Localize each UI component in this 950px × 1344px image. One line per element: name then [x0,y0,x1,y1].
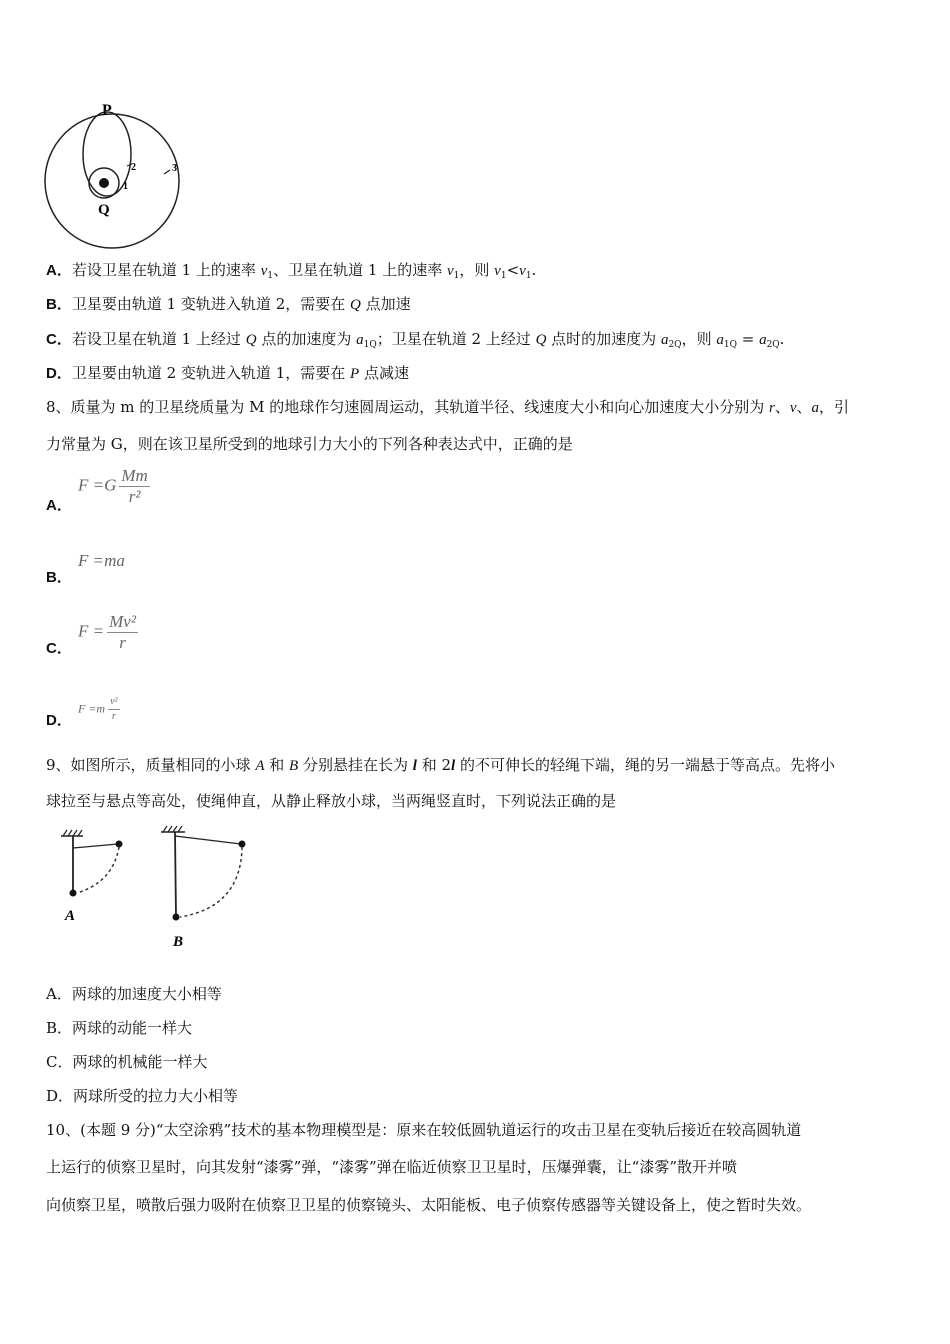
q7-option-b: B．卫星要由轨道 1 变轨进入轨道 2，需要在 Q 点加速 [46,295,411,313]
label-p: P [102,102,112,119]
ball-b-start [239,841,246,848]
label-3: 3 [172,163,177,174]
q10-stem-line2: 上运行的侦察卫星时，向其发射“漆雾”弹，“漆雾”弹在临近侦察卫卫星时，压爆弹囊，让“漆雾”散开并喷 [46,1158,738,1176]
q8-option-d-label: D． [46,712,72,729]
label-b: B [173,934,184,950]
hatch-a [63,830,82,836]
q9-option-b: B．两球的动能一样大 [46,1019,193,1037]
ball-b [173,914,180,921]
q8-option-b-formula: F =ma [78,551,125,570]
q7-option-d: D．卫星要由轨道 2 变轨进入轨道 1，需要在 P 点减速 [46,364,409,382]
q8-stem-line2: 力常量为 G，则在该卫星所受到的地球引力大小的下列各种表达式中，正确的是 [46,435,573,453]
q8-option-c-formula: F = $\frac{\text{Mv²}}{r}$ [78,612,136,652]
q10-stem-line3: 向侦察卫星，喷散后强力吸附在侦察卫卫星的侦察镜头、太阳能板、电子侦察传感器等关键设备上，使之暂时失效。 [46,1196,812,1214]
label-1: 1 [123,181,128,192]
rope-b [175,832,176,917]
rope-a-horizontal [73,844,118,848]
q9-option-a: A．两球的加速度大小相等 [46,985,222,1003]
earth-dot [99,178,109,188]
q7-option-c: C．若设卫星在轨道 1 上经过 Q 点的加速度为 $a_{1Q}$；卫星在轨道 2 上经过 Q 点时的加速度为 $a_{2Q}$，则 $a_{1Q} = a_{2Q}$. [46,330,785,350]
orbit-3-tick [164,170,170,174]
pendulum-diagram [55,822,265,952]
orbit-3-circle [45,114,179,248]
hatch-b [163,826,182,832]
arc-a [77,847,119,893]
q7-option-a: A．若设卫星在轨道 1 上的速率 $v_1$、卫星在轨道 1 上的速率 $v_1$，则 $v_1<v_1$. [46,261,537,281]
q8-option-b-label: B． [46,569,72,586]
label-2: 2 [131,162,136,173]
q9-option-d: D．两球所受的拉力大小相等 [46,1087,239,1105]
ball-a-start [116,841,123,848]
q10-stem-line1: 10、(本题 9 分)“太空涂鸦”技术的基本物理模型是：原来在较低圆轨道运行的攻击卫星在变轨后接近在较高圆轨道 [46,1121,802,1139]
q8-option-d-formula: F =m $\frac{\text{v²}}{r}$ [78,696,118,722]
rope-b-horizontal [175,836,241,844]
q8-option-a-formula: F =G $\frac{Mm}{\text{r²}}$ [78,466,148,506]
q9-stem-line2: 球拉至与悬点等高处，使绳伸直，从静止释放小球，当两绳竖直时，下列说法正确的是 [46,792,617,810]
q9-option-c: C．两球的机械能一样大 [46,1053,208,1071]
arc-b [180,847,242,917]
label-a: A [65,908,76,924]
q8-option-a-label: A． [46,497,72,514]
q9-stem-line1: 9、如图所示，质量相同的小球 A 和 B 分别悬挂在长为 l 和 2l 的不可伸长的轻绳下端，绳的另一端悬于等高点。先将小 [46,756,835,774]
q8-option-c-label: C． [46,640,72,657]
label-q: Q [98,202,110,218]
q8-stem-line1: 8、质量为 m 的卫星绕质量为 M 的地球作匀速圆周运动，其轨道半径、线速度大小和向心加速度大小分别为 r、v、a，引 [46,398,850,416]
ball-a [70,890,77,897]
orbit-diagram [40,98,190,250]
